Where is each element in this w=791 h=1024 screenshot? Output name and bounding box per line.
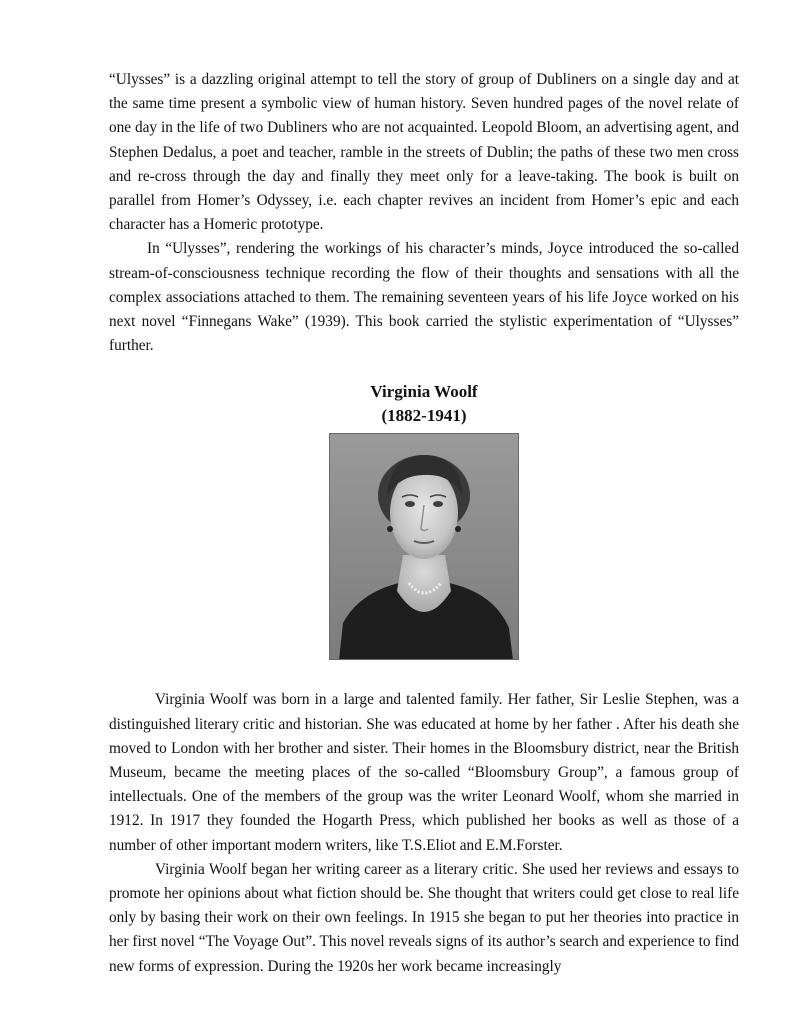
document-page — [109, 68, 739, 979]
woolf-paragraph-1: Virginia Woolf was born in a large and talented family. Her father, Sir Leslie Stephen, was a distinguished literary critic and historian. She was educated at home by her father . After his death she moved to London with her brother and sister. Their homes in the Bloomsbury district, near the British Museum, became the meeting places of the so-called “Bloomsbury Group”, a famous group of intellectuals. One of the members of the group was the writer Leonard Woolf, whom she married in 1912. In 1917 they founded the Hogarth Press, which published her books as well as those of a number of other important modern writers, like T.S.Eliot and E.M.Forster. — [109, 691, 739, 854]
portrait-photo — [329, 433, 519, 660]
author-years: (1882-1941) — [381, 406, 467, 426]
woolf-paragraph-2: Virginia Woolf began her writing career as a literary critic. She used her reviews and essays to promote her opinions about what fiction should be. She thought that writers could get close to real life only by basing their work on their own feelings. In 1915 she began to put her theories into practice in her first novel “The Voyage Out”. This novel reveals signs of its author’s search and experience to find new forms of expression. During the 1920s her work became increasingly — [109, 860, 739, 975]
author-name: Virginia Woolf — [370, 382, 478, 402]
biography-section — [109, 688, 739, 978]
portrait-frame — [109, 433, 739, 660]
ulysses-paragraph-2: In “Ulysses”, rendering the workings of his character’s minds, Joyce introduced the so-called stream-of-consciousness technique recording the flow of their thoughts and sensations with all the complex associations attached to them. The remaining seventeen years of his life Joyce worked on his next novel “Finnegans Wake” (1939). This book carried the stylistic experimentation of “Ulysses” further. — [109, 240, 739, 355]
section-heading — [109, 380, 739, 428]
ulysses-paragraph-1: “Ulysses” is a dazzling original attempt to tell the story of group of Dubliners on a single day and at the same time present a symbolic view of human history. Seven hundred pages of the novel relate of one day in the life of two Dubliners who are not acquainted. Leopold Bloom, an advertising agent, and Stephen Dedalus, a poet and teacher, ramble in the streets of Dublin; the paths of these two men cross and re-cross through the day and finally they meet only for a leave-taking. The book is built on parallel from Homer’s Odyssey, i.e. each chapter revives an incident from Homer’s epic and each character has a Homeric prototype. — [109, 71, 739, 234]
